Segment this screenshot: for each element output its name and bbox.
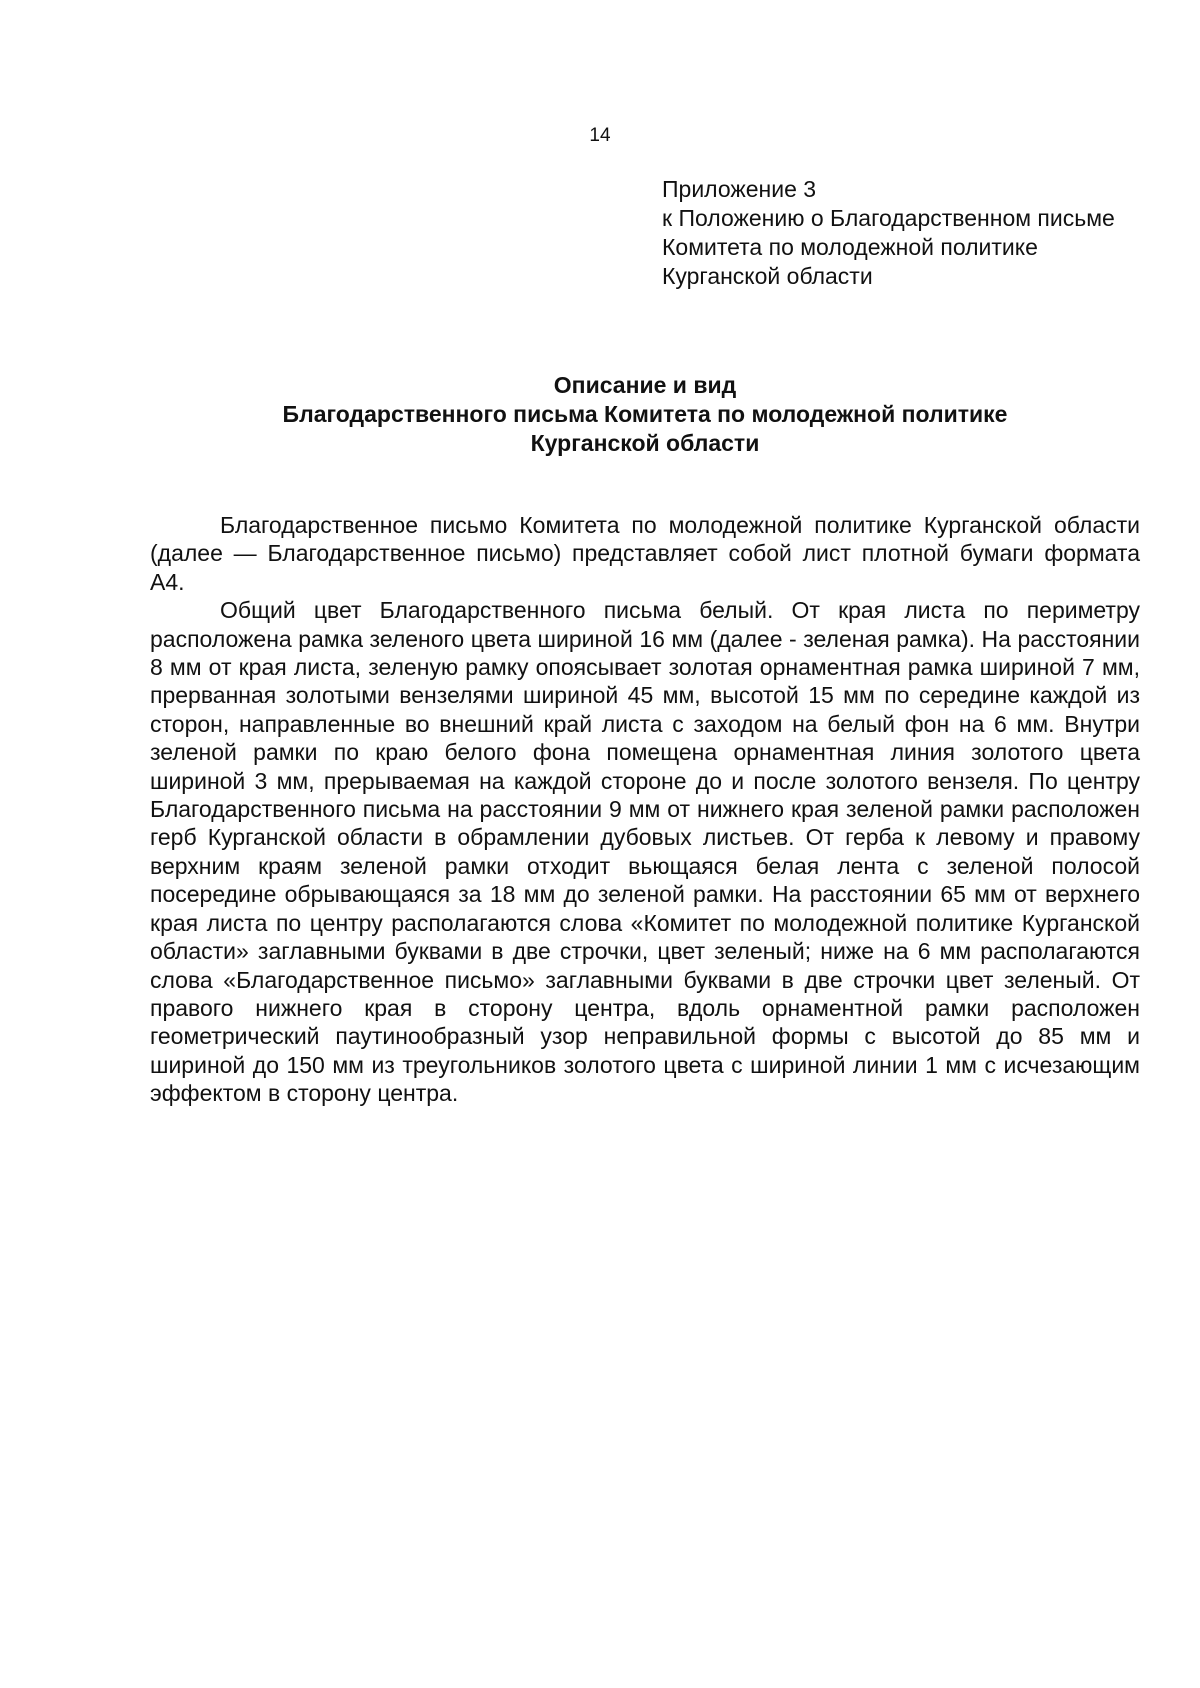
appendix-reference: [662, 175, 1182, 291]
appendix-line-3: Комитета по молодежной политике: [662, 234, 1038, 260]
appendix-line-1: Приложение 3: [662, 176, 817, 202]
title-line-3: Курганской области: [530, 430, 760, 456]
appendix-line-4: Курганской области: [662, 263, 873, 289]
title-line-1: Описание и вид: [553, 372, 737, 398]
appendix-line-2: к Положению о Благодарственном письме: [662, 205, 1115, 231]
paragraph-2: Общий цвет Благодарственного письма белый. От края листа по периметру расположена рамка зеленого цвета шириной 16 мм (далее - зеленая рамка). На расстоянии 8 мм от края листа, зеленую рамку опоясывает золотая орнаментная рамка шириной 7 мм, прерванная золотыми вензелями шириной 45 мм, высотой 15 мм по середине каждой из сторон, направленные во внешний край листа с заходом на белый фон на 6 мм. Внутри зеленой рамки по краю белого фона помещена орнаментная линия золотого цвета шириной 3 мм, прерываемая на каждой стороне до и после золотого вензеля. По центру Благодарственного письма на расстоянии 9 мм от нижнего края зеленой рамки расположен герб Курганской области в обрамлении дубовых листьев. От герба к левому и правому верхним краям зеленой рамки отходит вьющаяся белая лента с зеленой полосой посередине обрывающаяся за 18 мм до зеленой рамки. На расстоянии 65 мм от верхнего края листа по центру располагаются слова «Комитет по молодежной политике Курганской области» заглавными буквами в две строчки, цвет зеленый; ниже на 6 мм располагаются слова «Благодарственное письмо» заглавными буквами в две строчки цвет зеленый. От правого нижнего края в сторону центра, вдоль орнаментной рамки расположен геометрический паутинообразный узор неправильной формы с высотой до 85 мм и шириной до 150 мм из треугольников золотого цвета с шириной линии 1 мм с исчезающим эффектом в сторону центра.: [150, 597, 1140, 1107]
page-number: 14: [589, 125, 611, 146]
paragraph-1: Благодарственное письмо Комитета по молодежной политике Курганской области (далее — Благодарственное письмо) представляет собой лист плотной бумаги формата А4.: [150, 512, 1140, 595]
title-line-2: Благодарственного письма Комитета по молодежной политике: [282, 401, 1008, 427]
document-body: [150, 511, 1140, 1108]
document-title: [150, 371, 1140, 458]
